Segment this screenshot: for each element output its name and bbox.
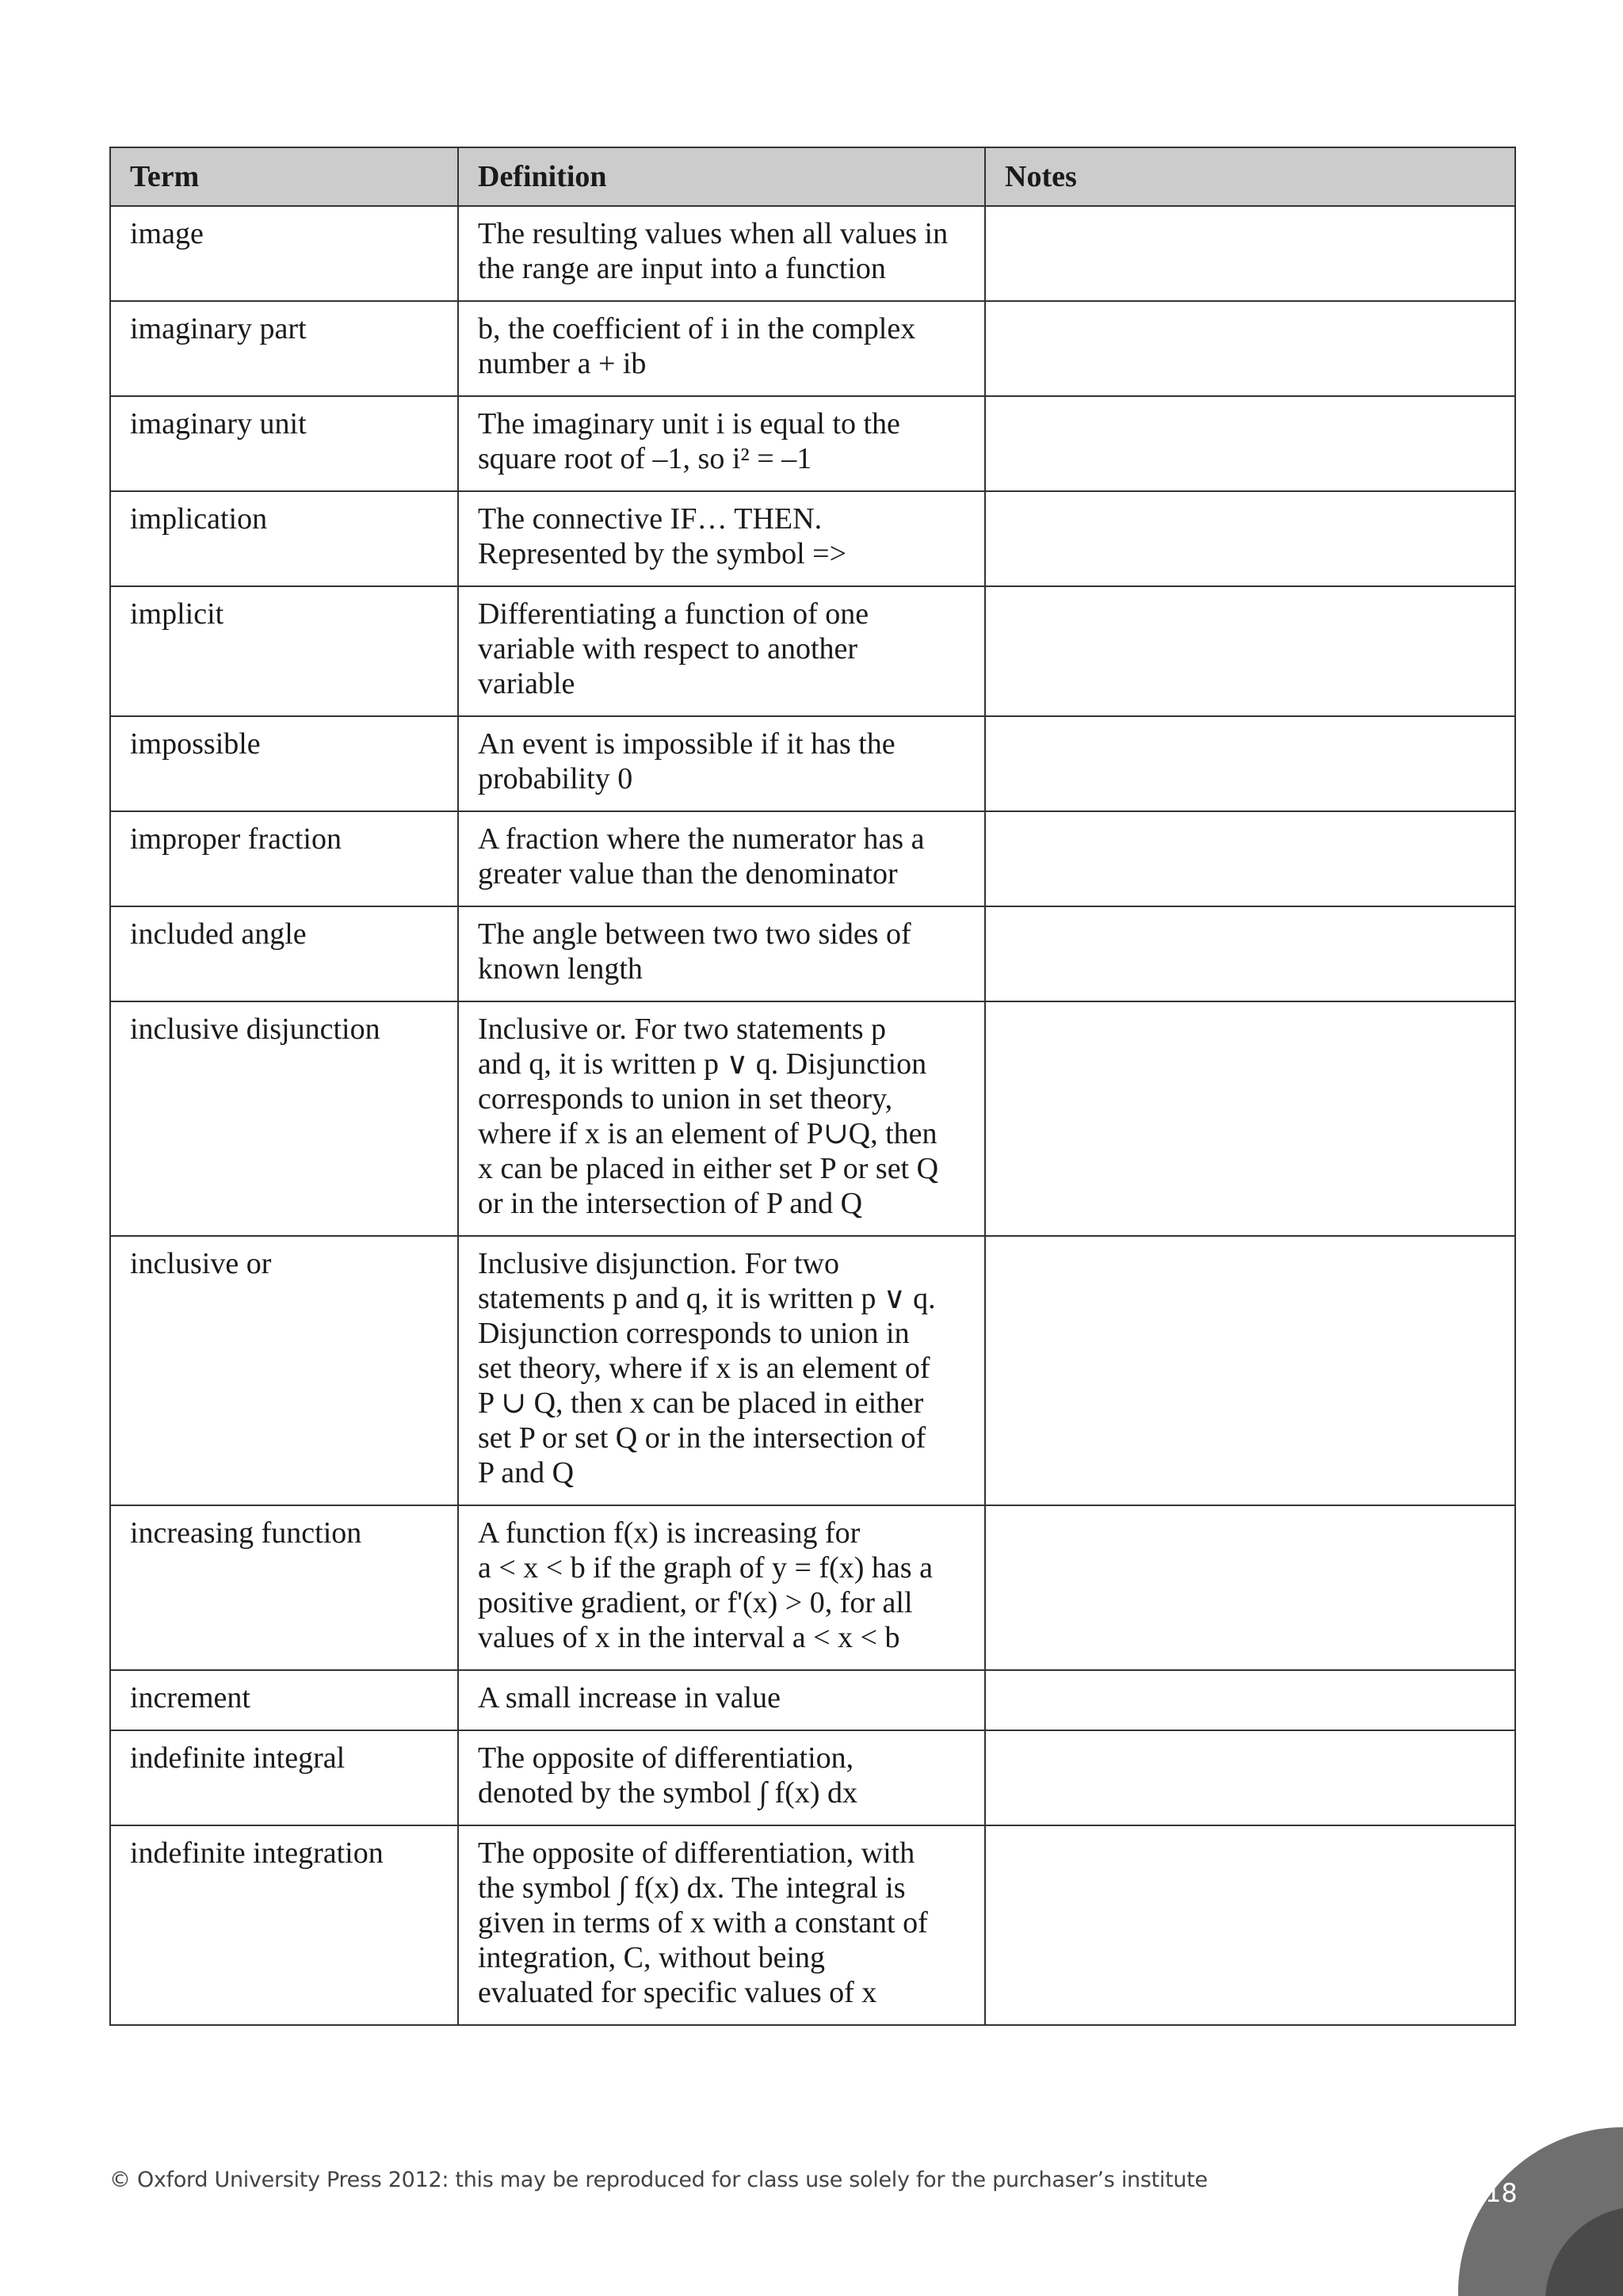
table-row <box>110 1730 1515 1825</box>
definition-line: The opposite of differentiation, with <box>478 1836 915 1870</box>
definition-cell <box>458 586 985 716</box>
definition-line: denoted by the symbol ∫ f(x) dx <box>478 1776 857 1810</box>
term-cell: increment <box>110 1670 458 1730</box>
definition-line: Inclusive disjunction. For two <box>478 1247 839 1280</box>
definition-cell <box>458 1730 985 1825</box>
definition-line: variable <box>478 667 575 700</box>
notes-cell[interactable] <box>985 1505 1515 1670</box>
definition-line: statements p and q, it is written p ∨ q. <box>478 1282 936 1315</box>
definition-line: The imaginary unit i is equal to the <box>478 407 900 441</box>
table-header-row <box>110 147 1515 206</box>
definition-line: A function f(x) is increasing for <box>478 1516 861 1550</box>
definition-line: or in the intersection of P and Q <box>478 1187 863 1220</box>
definition-line: a < x < b if the graph of y = f(x) has a <box>478 1551 933 1585</box>
definition-line: and q, it is written p ∨ q. Disjunction <box>478 1047 927 1081</box>
definition-line: P ∪ Q, then x can be placed in either <box>478 1386 924 1420</box>
notes-cell[interactable] <box>985 1670 1515 1730</box>
table-body <box>110 206 1515 2025</box>
definition-line: the symbol ∫ f(x) dx. The integral is <box>478 1871 906 1905</box>
definition-line: corresponds to union in set theory, <box>478 1082 893 1116</box>
definition-line: the range are input into a function <box>478 252 886 285</box>
definition-line: x can be placed in either set P or set Q <box>478 1152 939 1185</box>
table-row <box>110 811 1515 906</box>
glossary-table <box>109 147 1516 2026</box>
term-cell: inclusive disjunction <box>110 1001 458 1236</box>
definition-line: variable with respect to another <box>478 632 858 666</box>
notes-cell[interactable] <box>985 586 1515 716</box>
definition-cell <box>458 1236 985 1505</box>
term-cell: inclusive or <box>110 1236 458 1505</box>
definition-line: The resulting values when all values in <box>478 217 949 250</box>
notes-cell[interactable] <box>985 906 1515 1001</box>
table-row <box>110 1505 1515 1670</box>
notes-cell[interactable] <box>985 716 1515 811</box>
term-cell: increasing function <box>110 1505 458 1670</box>
definition-cell <box>458 301 985 396</box>
term-cell: improper fraction <box>110 811 458 906</box>
table-row <box>110 586 1515 716</box>
table-row <box>110 1825 1515 2025</box>
table-row <box>110 1670 1515 1730</box>
definition-line: values of x in the interval a < x < b <box>478 1621 900 1654</box>
copyright-notice: © Oxford University Press 2012: this may be reproduced for class use solely for the purchaser’s institute <box>109 2168 1208 2192</box>
table-row <box>110 1001 1515 1236</box>
definition-line: The connective IF… THEN. <box>478 502 823 536</box>
definition-line: greater value than the denominator <box>478 857 898 891</box>
header-definition: Definition <box>458 147 985 206</box>
page-number: 18 <box>1485 2178 1518 2208</box>
notes-cell[interactable] <box>985 1825 1515 2025</box>
notes-cell[interactable] <box>985 1001 1515 1236</box>
notes-cell[interactable] <box>985 301 1515 396</box>
notes-cell[interactable] <box>985 491 1515 586</box>
definition-line: evaluated for specific values of x <box>478 1976 877 2009</box>
definition-cell <box>458 396 985 491</box>
definition-line: number a + ib <box>478 347 647 380</box>
table-row <box>110 716 1515 811</box>
term-cell: included angle <box>110 906 458 1001</box>
table-row <box>110 1236 1515 1505</box>
definition-line: Disjunction corresponds to union in <box>478 1317 910 1350</box>
definition-cell <box>458 811 985 906</box>
header-notes: Notes <box>985 147 1515 206</box>
definition-line: An event is impossible if it has the <box>478 727 896 761</box>
definition-line: probability 0 <box>478 762 633 795</box>
definition-cell <box>458 1670 985 1730</box>
definition-cell <box>458 1001 985 1236</box>
notes-cell[interactable] <box>985 1730 1515 1825</box>
definition-cell <box>458 716 985 811</box>
term-cell: implicit <box>110 586 458 716</box>
page-number-badge <box>1458 2127 1623 2296</box>
definition-line: b, the coefficient of i in the complex <box>478 312 916 345</box>
definition-line: Differentiating a function of one <box>478 597 869 631</box>
term-cell: implication <box>110 491 458 586</box>
definition-line: P and Q <box>478 1456 575 1489</box>
definition-line: The angle between two two sides of <box>478 917 911 951</box>
table-row <box>110 206 1515 301</box>
table-row <box>110 906 1515 1001</box>
table-row <box>110 301 1515 396</box>
definition-cell <box>458 206 985 301</box>
definition-line: given in terms of x with a constant of <box>478 1906 928 1939</box>
definition-cell <box>458 1505 985 1670</box>
definition-line: square root of –1, so i² = –1 <box>478 442 812 475</box>
term-cell: imaginary unit <box>110 396 458 491</box>
definition-cell <box>458 1825 985 2025</box>
term-cell: image <box>110 206 458 301</box>
definition-line: A small increase in value <box>478 1681 781 1714</box>
notes-cell[interactable] <box>985 811 1515 906</box>
table-row <box>110 491 1515 586</box>
notes-cell[interactable] <box>985 206 1515 301</box>
table-row <box>110 396 1515 491</box>
definition-line: integration, C, without being <box>478 1941 826 1974</box>
definition-cell <box>458 906 985 1001</box>
term-cell: impossible <box>110 716 458 811</box>
definition-line: Represented by the symbol => <box>478 537 846 570</box>
header-term: Term <box>110 147 458 206</box>
definition-line: A fraction where the numerator has a <box>478 822 925 856</box>
definition-line: The opposite of differentiation, <box>478 1741 854 1775</box>
definition-line: set P or set Q or in the intersection of <box>478 1421 926 1455</box>
definition-line: set theory, where if x is an element of <box>478 1352 930 1385</box>
notes-cell[interactable] <box>985 1236 1515 1505</box>
definition-line: positive gradient, or f'(x) > 0, for all <box>478 1586 913 1619</box>
definition-line: Inclusive or. For two statements p <box>478 1013 887 1046</box>
term-cell: indefinite integration <box>110 1825 458 2025</box>
term-cell: indefinite integral <box>110 1730 458 1825</box>
definition-line: known length <box>478 952 643 986</box>
definition-cell <box>458 491 985 586</box>
notes-cell[interactable] <box>985 396 1515 491</box>
term-cell: imaginary part <box>110 301 458 396</box>
definition-line: where if x is an element of P∪Q, then <box>478 1117 938 1150</box>
